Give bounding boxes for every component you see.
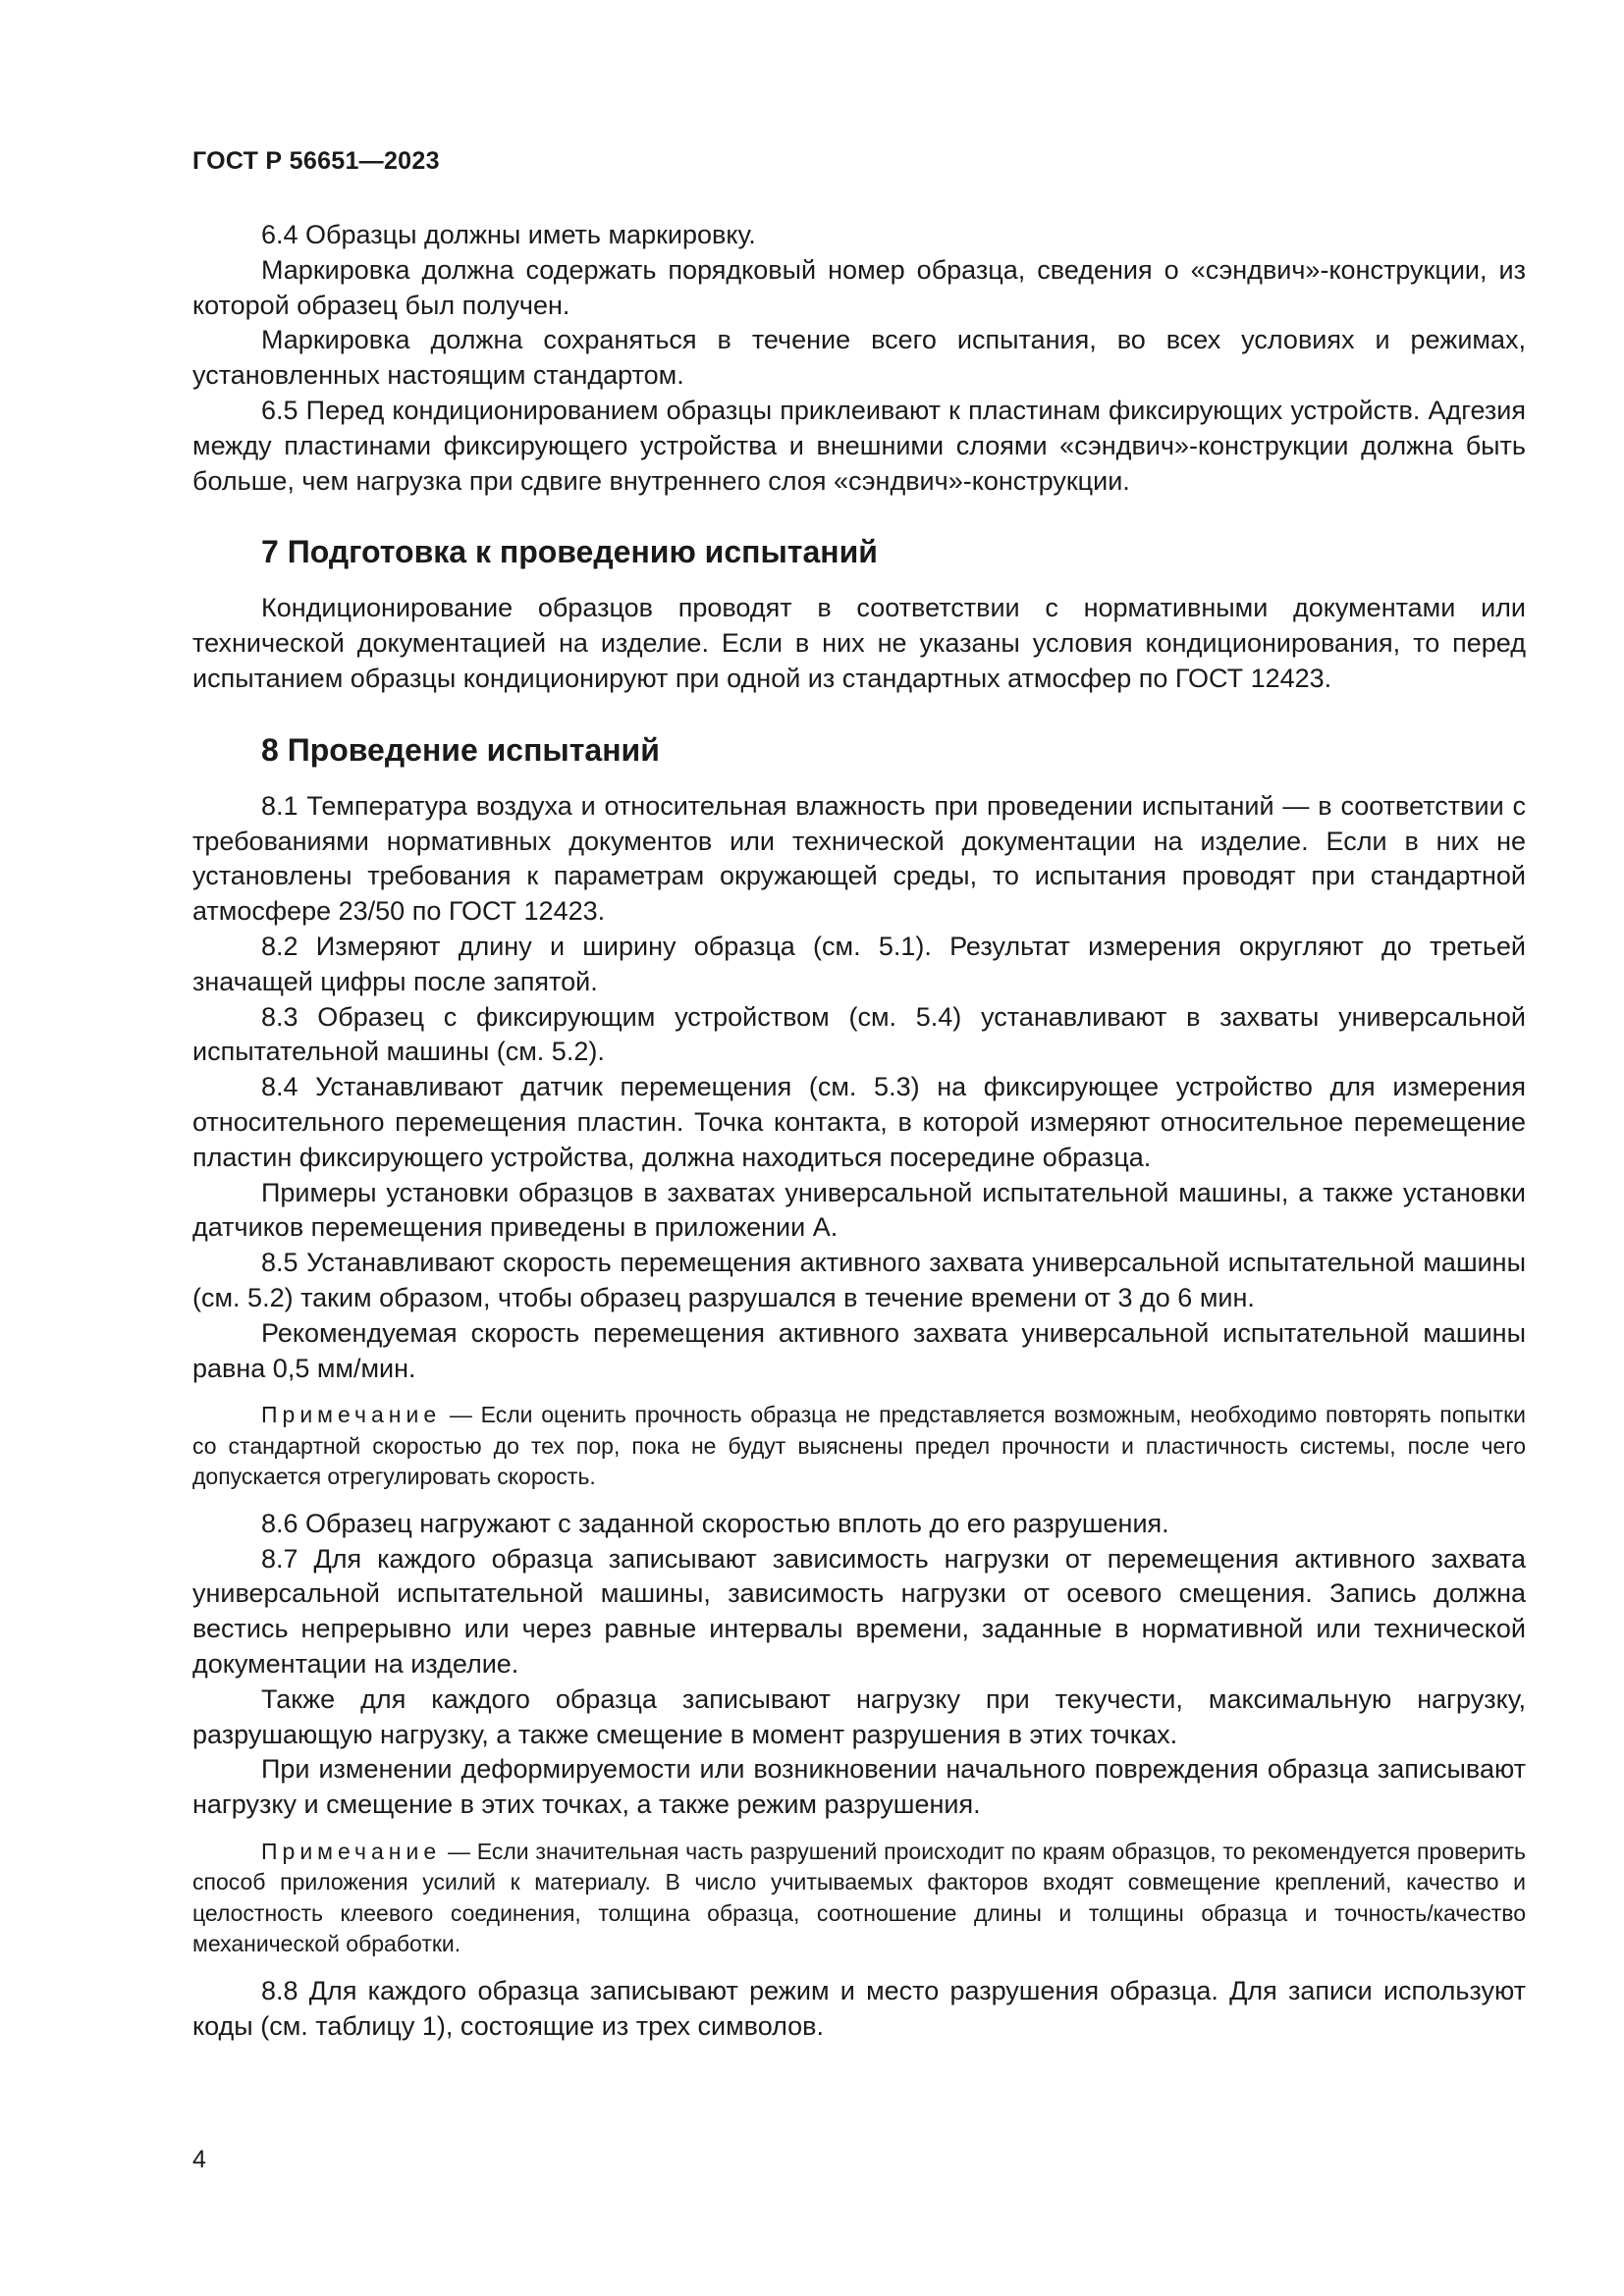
note-2 [192, 1837, 1526, 1960]
paragraph-conditioning: Кондиционирование образцов проводят в соответствии с нормативными документами или технической документацией на изделие. Если в них не указаны условия кондиционирования, то перед испытанием образцы кондиционируют при одной из стандартных атмосфер по ГОСТ 12423. [192, 593, 1526, 693]
paragraph-6-4: 6.4 Образцы должны иметь маркировку. [261, 220, 756, 249]
note-1 [192, 1400, 1526, 1493]
section-7-heading: 7 Подготовка к проведению испытаний [261, 534, 878, 570]
paragraph-installation-examples: Примеры установки образцов в захватах универсальной испытательной машины, а также установки датчиков перемещения приведены в приложении А. [192, 1177, 1526, 1243]
paragraph-8-2: 8.2 Измеряют длину и ширину образца (см. 5.1). Результат измерения округляют до третьей значащей цифры после запятой. [192, 931, 1526, 996]
paragraph-8-1: 8.1 Температура воздуха и относительная влажность при проведении испытаний — в соответствии с требованиями нормативных документов или технической документации на изделие. Если в них не установлены требования к параметрам окружающей среды, то испытания проводят при стандартной атмосфере 23/50 по ГОСТ 12423. [192, 790, 1526, 927]
paragraph-8-4: 8.4 Устанавливают датчик перемещения (см. 5.3) на фиксирующее устройство для измерения относительного перемещения пластин. Точка контакта, в которой измеряют относительное перемещение пластин фиксирующего устройства, должна находиться посередине образца. [192, 1072, 1526, 1172]
paragraph-deformability-change: При изменении деформируемости или возникновении начального повреждения образца записывают нагрузку и смещение в этих точках, а также режим разрушения. [192, 1754, 1526, 1820]
note-2-label: Примечание [261, 1838, 442, 1864]
document-header-code: ГОСТ Р 56651—2023 [192, 147, 440, 175]
paragraph-record-loads: Также для каждого образца записывают нагрузку при текучести, максимальную нагрузку, разрушающую нагрузку, а также смещение в момент разрушения в этих точках. [192, 1683, 1526, 1749]
note-1-label: Примечание [261, 1402, 442, 1428]
section-8-heading: 8 Проведение испытаний [261, 731, 660, 768]
paragraph-marking-content: Маркировка должна содержать порядковый номер образца, сведения о «сэндвич»-конструкции, из которой образец был получен. [192, 254, 1526, 320]
page-number: 4 [192, 2146, 206, 2173]
document-body [192, 218, 1526, 2045]
note-2-text: — Если значительная часть разрушений происходит по краям образцов, то рекомендуется проверить способ приложения усилий к материалу. В число учитываемых факторов входят совмещение креплений, качество и целостность клеевого соединения, толщина образца, соотношение длины и толщины образца и точность/качество механической обработки. [192, 1838, 1526, 1957]
paragraph-8-6: 8.6 Образец нагружают с заданной скоростью вплоть до его разрушения. [261, 1508, 1169, 1538]
note-1-text: — Если оценить прочность образца не представляется возможным, необходимо повторять попытки со стандартной скоростью до тех пор, пока не будут выяснены предел прочности и пластичность системы, после чего допускается отрегулировать скорость. [192, 1402, 1526, 1490]
paragraph-8-8: 8.8 Для каждого образца записывают режим и место разрушения образца. Для записи используют коды (см. таблицу 1), состоящие из трех символов. [192, 1975, 1526, 2041]
paragraph-6-5: 6.5 Перед кондиционированием образцы приклеивают к пластинам фиксирующих устройств. Адгезия между пластинами фиксирующего устройства и внешними слоями «сэндвич»-конструкции должна быть больше, чем нагрузка при сдвиге внутреннего слоя «сэндвич»-конструкции. [192, 395, 1526, 496]
paragraph-recommended-speed: Рекомендуемая скорость перемещения активного захвата универсальной испытательной машины равна 0,5 мм/мин. [192, 1317, 1526, 1383]
paragraph-marking-preservation: Маркировка должна сохраняться в течение всего испытания, во всех условиях и режимах, установленных настоящим стандартом. [192, 325, 1526, 391]
paragraph-8-3: 8.3 Образец с фиксирующим устройством (см. 5.4) устанавливают в захваты универсальной испытательной машины (см. 5.2). [192, 1001, 1526, 1067]
paragraph-8-7: 8.7 Для каждого образца записывают зависимость нагрузки от перемещения активного захвата универсальной испытательной машины, зависимость нагрузки от осевого смещения. Запись должна вестись непрерывно или через равные интервалы времени, заданные в нормативной или технической документации на изделие. [192, 1543, 1526, 1679]
paragraph-8-5: 8.5 Устанавливают скорость перемещения активного захвата универсальной испытательной машины (см. 5.2) таким образом, чтобы образец разрушался в течение времени от 3 до 6 мин. [192, 1248, 1526, 1312]
